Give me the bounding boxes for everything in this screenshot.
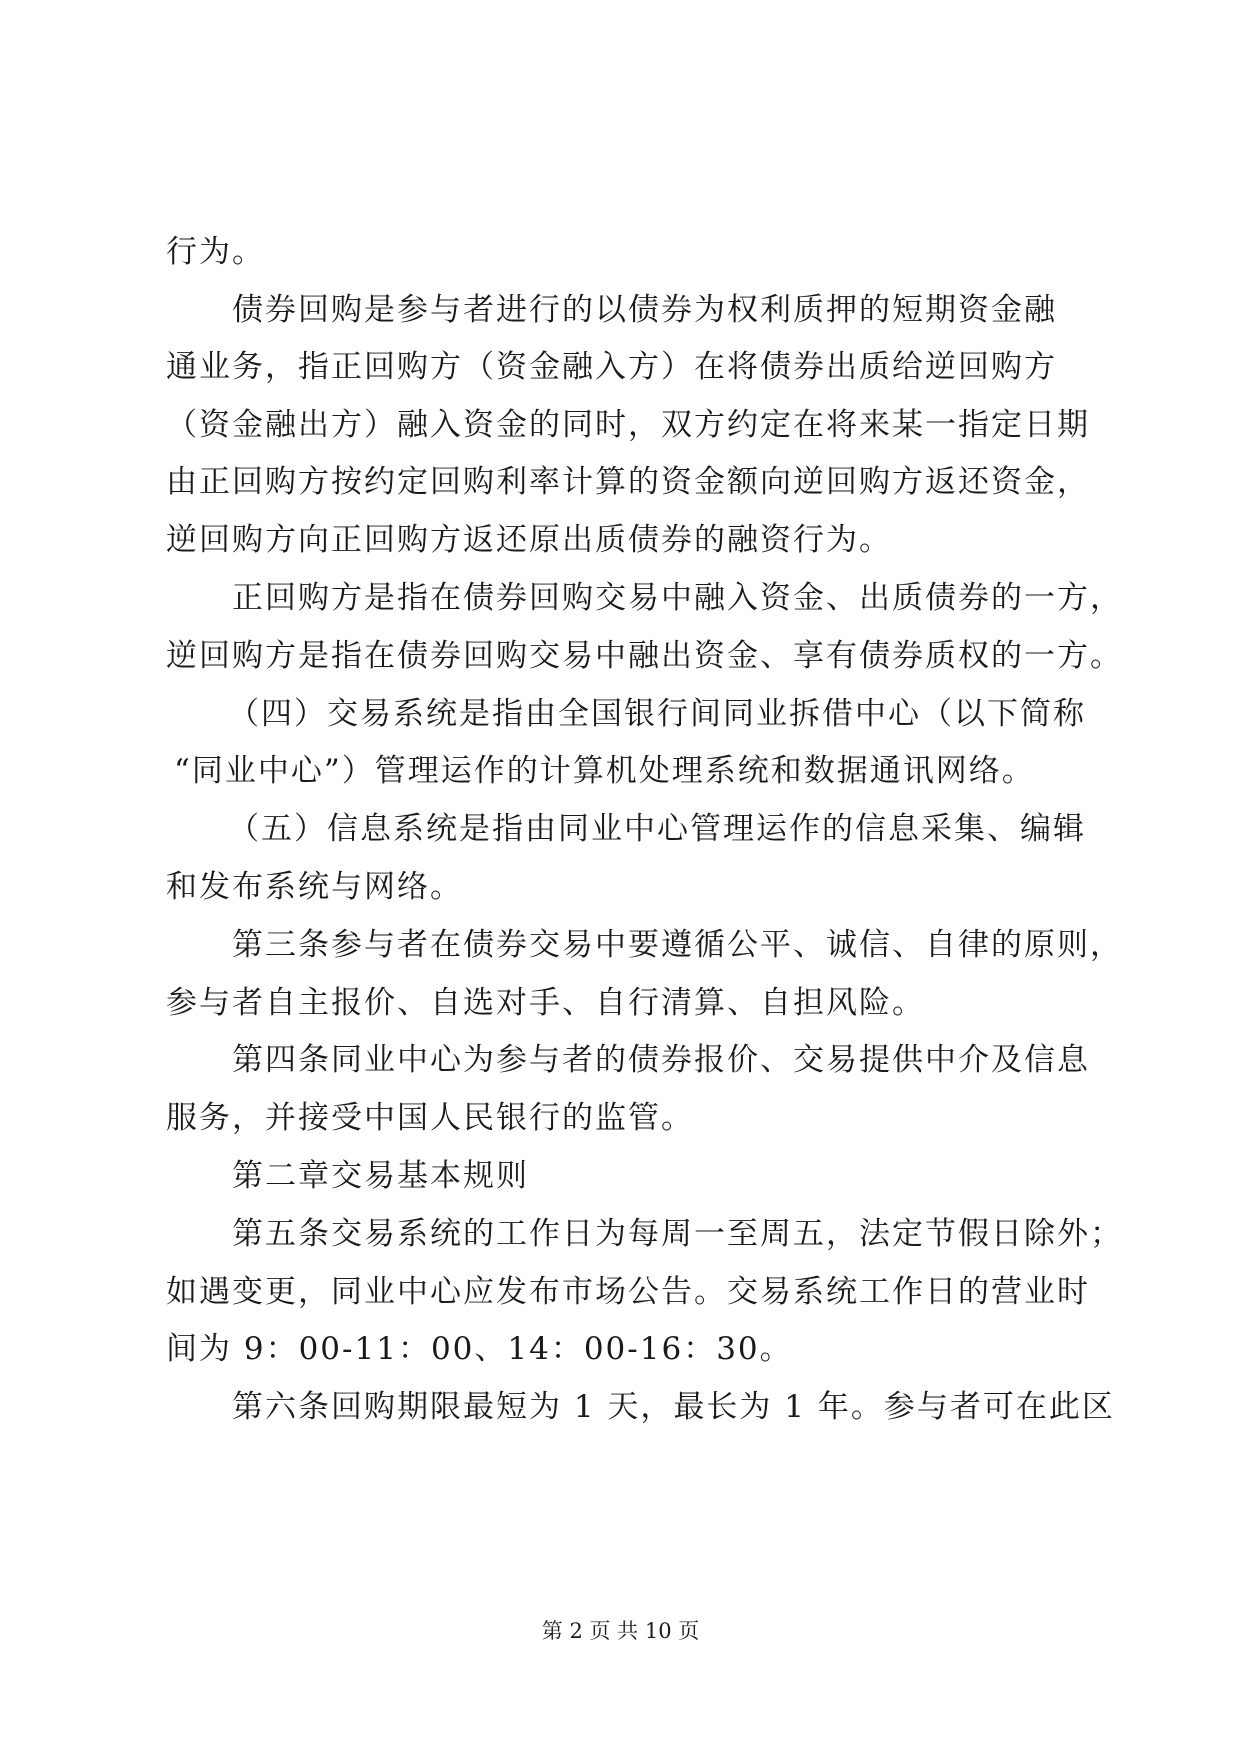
text-line: 由正回购方按约定回购利率计算的资金额向逆回购方返还资金， <box>166 464 1090 500</box>
text-line: 和发布系统与网络。 <box>166 869 463 905</box>
text-line: 参与者自主报价、自选对手、自行清算、自担风险。 <box>166 985 925 1021</box>
text-line: 行为。 <box>166 234 265 270</box>
text-line: 逆回购方向正回购方返还原出质债券的融资行为。 <box>166 522 892 558</box>
text-line: 第三条参与者在债券交易中要遵循公平、诚信、自律的原则， <box>232 927 1123 963</box>
text-line: 第四条同业中心为参与者的债券报价、交易提供中介及信息 <box>232 1042 1090 1078</box>
text-line: 第五条交易系统的工作日为每周一至周五，法定节假日除外； <box>232 1216 1123 1252</box>
text-line: 间为 9：00-11：00、14：00-16：30。 <box>166 1331 793 1367</box>
text-line: （资金融出方）融入资金的同时，双方约定在将来某一指定日期 <box>166 407 1090 443</box>
text-line: 服务，并接受中国人民银行的监管。 <box>166 1100 694 1136</box>
chapter-heading: 第二章交易基本规则 <box>232 1158 529 1194</box>
text-line: （五）信息系统是指由同业中心管理运作的信息采集、编辑 <box>228 811 1086 847</box>
text-line: 如遇变更，同业中心应发布市场公告。交易系统工作日的营业时 <box>166 1274 1090 1310</box>
text-line: （四）交易系统是指由全国银行间同业拆借中心（以下简称 <box>228 696 1086 732</box>
page-number-footer: 第 2 页 共 10 页 <box>541 1619 700 1643</box>
text-line: 第六条回购期限最短为 1 天，最长为 1 年。参与者可在此区 <box>232 1389 1115 1425</box>
text-line: 正回购方是指在债券回购交易中融入资金、出质债券的一方， <box>232 580 1123 616</box>
text-line: “同业中心”）管理运作的计算机处理系统和数据通讯网络。 <box>174 753 1035 789</box>
text-line: 通业务，指正回购方（资金融入方）在将债券出质给逆回购方 <box>166 349 1057 385</box>
text-line: 逆回购方是指在债券回购交易中融出资金、享有债券质权的一方。 <box>166 638 1123 674</box>
text-line: 债券回购是参与者进行的以债券为权利质押的短期资金融 <box>232 292 1057 328</box>
